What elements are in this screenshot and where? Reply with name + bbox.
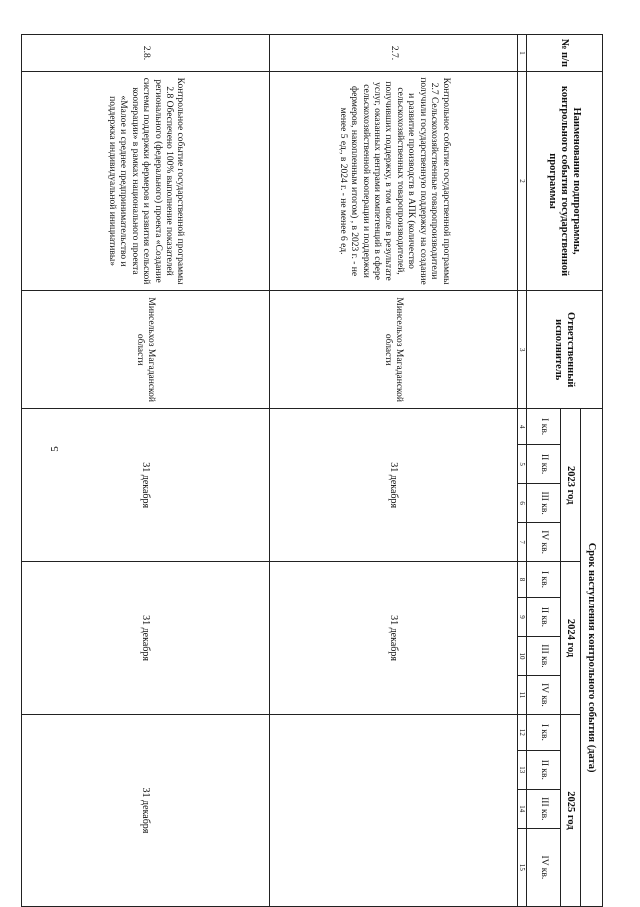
header-q4: IV кв. [527,675,561,714]
row-date-2023: 31 декабря [270,409,518,562]
header-q4: IV кв. [527,828,561,906]
header-q1: I кв. [527,562,561,598]
col-index: 9 [518,597,527,636]
col-index: 15 [518,828,527,906]
header-q3: III кв. [527,484,561,523]
row-name: Контрольное событие государственной программы 2.8 Обеспечено 100% выполнение показателей регионального (федерального) проекта «Создание системы поддержки фермеров и развития сельской кооперации» в рамках национального проекта «Малое и среднее предпринимательство и поддержка индивидуальной инициативы» [22,71,270,290]
header-q3: III кв. [527,789,561,828]
header-year-2025: 2025 год [561,714,581,906]
col-index: 3 [518,291,527,409]
col-index: 7 [518,523,527,562]
header-name: Наименование подпрограммы, контрольного события государственной программы [527,71,603,290]
table-row [22,35,270,907]
header-q2: II кв. [527,750,561,789]
header-q1: I кв. [527,714,561,750]
col-index: 1 [518,35,527,72]
row-num: 2.8. [22,35,270,72]
page-number: 5 [49,446,61,452]
header-q3: III кв. [527,636,561,675]
col-index: 2 [518,71,527,290]
col-index: 6 [518,484,527,523]
col-index: 11 [518,675,527,714]
row-name: Контрольное событие государственной программы 2.7 Сельскохозяйственные товаропроизводители получили государственную поддержку на создание и развитие производств в АПК (количество сельскохозяйственных товаропроизводителей, получивших поддержку, в том числе в результате услуг, оказанных центрами компетенций в сфере сельскохозяйственной кооперации и поддержки фермеров, накопленным итогом) , в 2023 г. - не менее 5 ед., в 2024 г. - не менее 6 ед. [270,71,518,290]
col-index: 4 [518,409,527,445]
col-index: 5 [518,445,527,484]
row-date-2024: 31 декабря [270,562,518,715]
col-index: 13 [518,750,527,789]
rotated-table-wrapper [106,34,603,907]
row-date-2025 [270,714,518,906]
header-executor: Ответственный исполнитель [527,291,603,409]
row-date-2025: 31 декабря [22,714,270,906]
header-q2: II кв. [527,445,561,484]
row-executor: Минсельхоз Магаданской области [22,291,270,409]
row-num: 2.7. [270,35,518,72]
header-q1: I кв. [527,409,561,445]
header-year-2024: 2024 год [561,562,581,715]
header-deadline: Срок наступления контрольного события (дата) [581,409,603,907]
header-year-2023: 2023 год [561,409,581,562]
row-executor: Минсельхоз Магаданской области [270,291,518,409]
row-date-2023: 31 декабря [22,409,270,562]
header-num: № п/п [527,35,603,72]
col-index: 14 [518,789,527,828]
col-index: 10 [518,636,527,675]
table-row [270,35,518,907]
col-index: 8 [518,562,527,598]
control-events-table [21,34,603,907]
row-date-2024: 31 декабря [22,562,270,715]
header-q4: IV кв. [527,523,561,562]
header-q2: II кв. [527,597,561,636]
col-index: 12 [518,714,527,750]
